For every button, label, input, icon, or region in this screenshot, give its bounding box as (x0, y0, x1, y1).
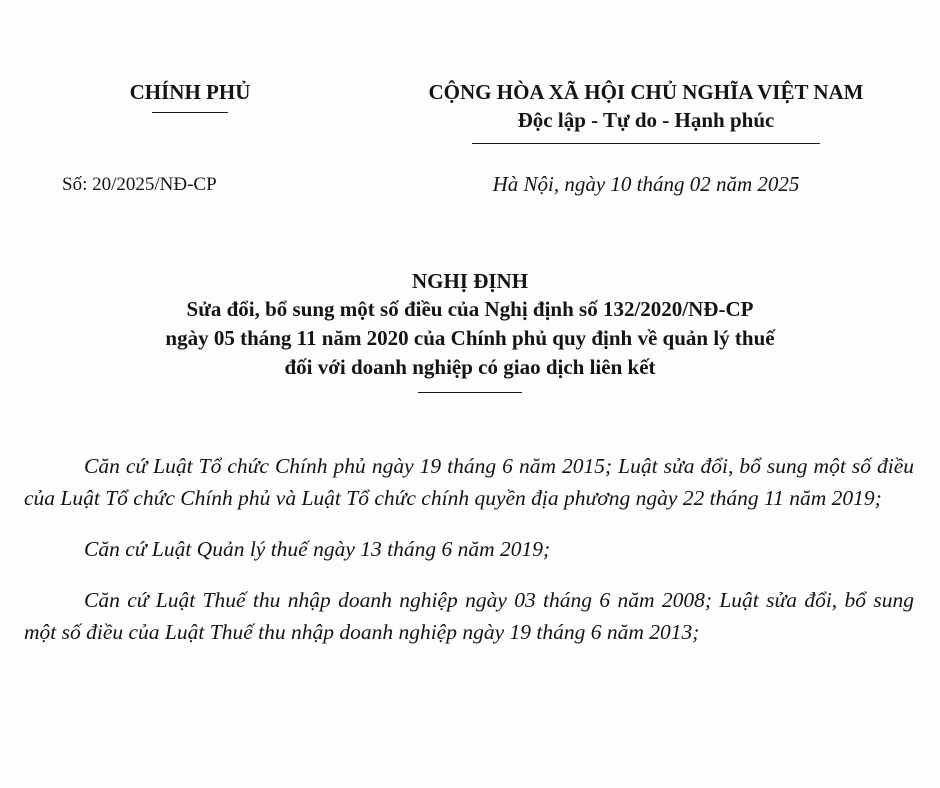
document-subject-line: ngày 05 tháng 11 năm 2020 của Chính phủ quy định về quản lý thuế (165, 326, 775, 350)
national-motto: Độc lập - Tự do - Hạnh phúc (517, 108, 775, 132)
document-subject-line: đối với doanh nghiệp có giao dịch liên kết (284, 355, 656, 379)
document-type: NGHỊ ĐỊNH (411, 269, 529, 293)
issuing-agency: CHÍNH PHỦ (129, 80, 251, 104)
legal-basis-paragraph: Căn cứ Luật Tổ chức Chính phủ ngày 19 tháng 6 năm 2015; Luật sửa đổi, bổ sung một số điều của Luật Tổ chức Chính phủ và Luật Tổ chức chính quyền địa phương ngày 22 tháng 11 năm 2019; (24, 454, 914, 510)
issuing-agency-block (88, 78, 292, 113)
place-and-date: Hà Nội, ngày 10 tháng 02 năm 2025 (492, 172, 800, 196)
document-title-block (0, 267, 940, 393)
national-motto-block (352, 78, 940, 144)
motto-underline (472, 143, 820, 144)
title-underline (418, 392, 522, 393)
national-title: CỘNG HÒA XÃ HỘI CHỦ NGHĨA VIỆT NAM (428, 80, 864, 104)
document-number: Số: 20/2025/NĐ-CP (62, 174, 217, 195)
agency-underline (152, 112, 228, 113)
legal-basis-paragraph: Căn cứ Luật Quản lý thuế ngày 13 tháng 6 năm 2019; (84, 537, 551, 561)
preamble (24, 450, 914, 667)
document-subject-line: Sửa đổi, bổ sung một số điều của Nghị định số 132/2020/NĐ-CP (186, 297, 754, 321)
legal-basis-paragraph: Căn cứ Luật Thuế thu nhập doanh nghiệp ngày 03 tháng 6 năm 2008; Luật sửa đổi, bổ sung một số điều của Luật Thuế thu nhập doanh nghiệp ngày 19 tháng 6 năm 2013; (24, 588, 914, 644)
